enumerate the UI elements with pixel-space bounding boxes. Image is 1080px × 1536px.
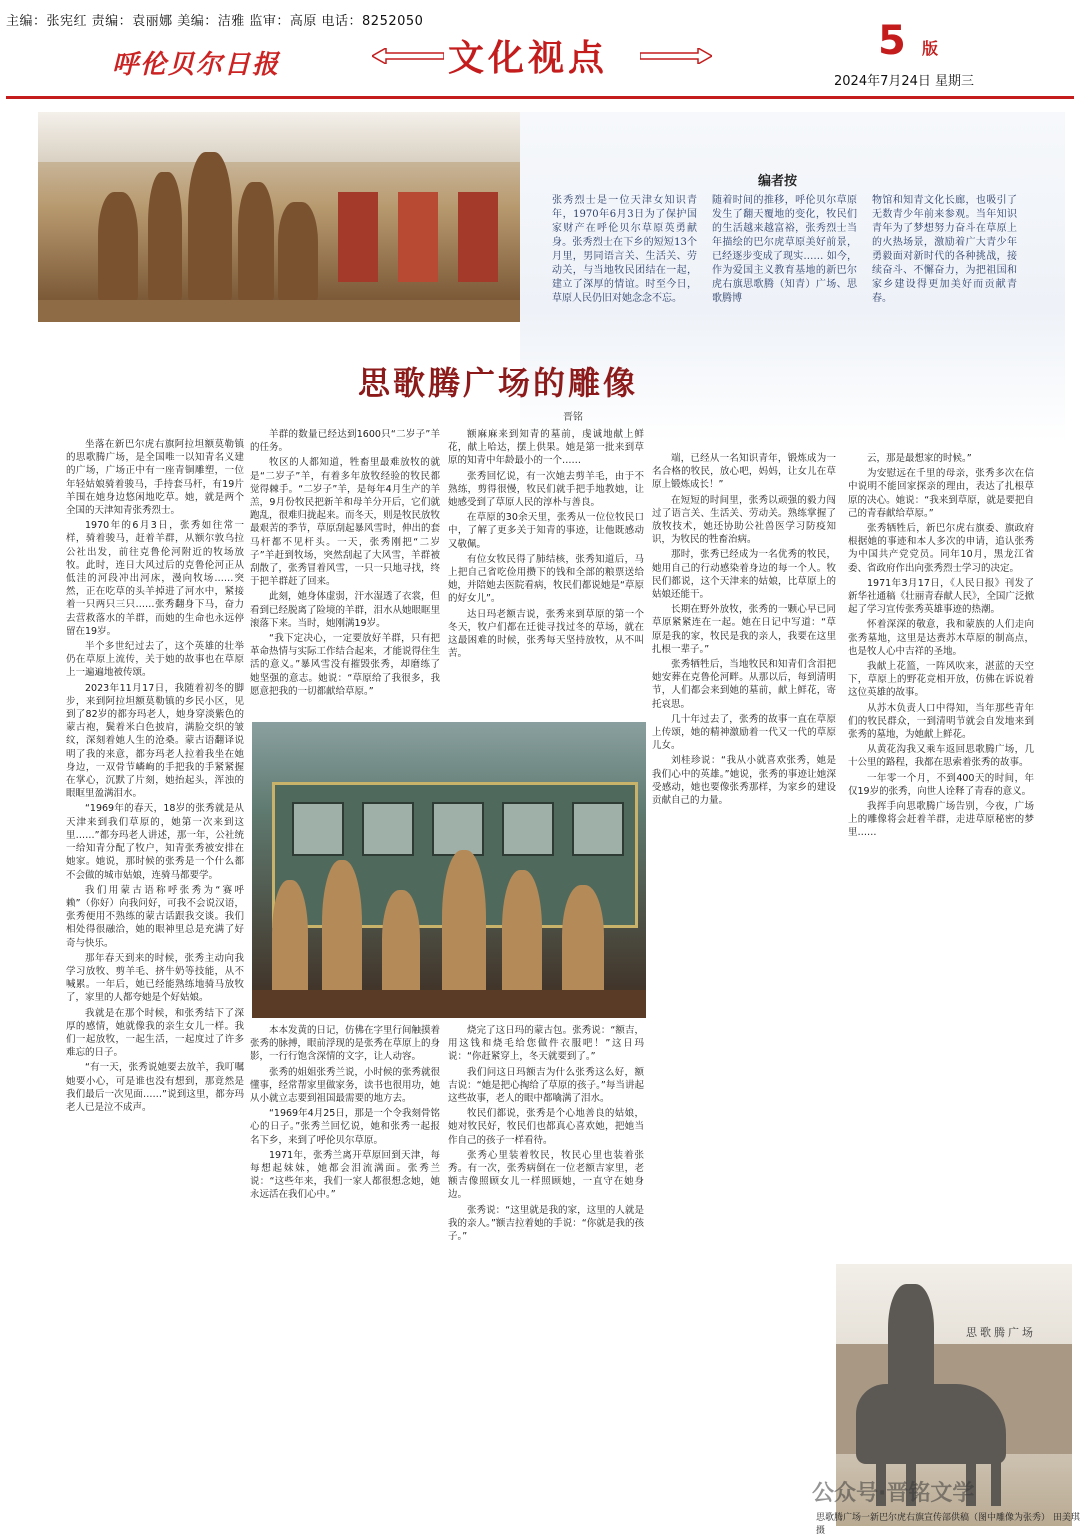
newspaper-logo: 呼伦贝尔日报 [112,50,281,80]
section-title: 文化视点 [448,37,609,79]
article-column-5: 云，那是最想家的时候。” 为安慰远在千里的母亲，张秀多次在信中说明不能回家探亲的理由，表达了扎根草原的决心。她说：“我来到草原，就是要把自己的青春献给草原。” 张秀牺牲后，新巴尔虎右旗委、旗政府根据她的事迹和本人多次的申请，追认张秀为中国共产党党员。同年10月，黑龙江省委、省政府作出向张秀烈士学习的决定。 1971年3月17日，《人民日报》刊发了新华社通稿《壮丽青春献人民》，全国广泛掀起了学习宣传张秀英雄事迹的热潮。 怀着深深的敬意，我和蒙族的人们走向张秀墓地，这里是达赉苏木草原的制高点，也是牧人心中吉祥的圣地。 我献上花篮，一阵风吹来，湛蓝的天空下，草原上的野花竞相开放，仿佛在诉说着这位英雄的故事。 从苏木负责人口中得知，当年那些青年们的牧民群众，一到清明节就会自发地来到张秀的墓地，为她献上鲜花。 从黄花沟我又乘车返回思歌腾广场，几十公里的路程，我都在思索着张秀的故事。 一年零一个月，不到400天的时间，年仅19岁的张秀，向世人诠释了青春的意义。 我挥手向思歌腾广场告别，今夜，广场上的雕像将会赶着羊群，走进草原秘密的梦里…… [848,453,1034,839]
sculpture-photo-train [252,722,646,1018]
sculpture-photo-hall [38,112,520,322]
staff-line: 主编：张宪红 责编：袁丽娜 美编：洁雅 监审：高原 电话：8252050 [6,14,424,29]
article-column-1: 坐落在新巴尔虎右旗阿拉坦额莫勒镇的思歌腾广场，是全国唯一以知青名义建的广场，广场正中有一座青铜雕塑，一位年轻姑娘骑着骏马，手持套马杆，有19片羊围在她身边悠闲地吃草。她，就是两个全国的天津知青张秀烈士。 1970年的6月3日，张秀如往常一样，骑着骏马，赶着羊群，从额尔敦乌拉公社出发，前往克鲁伦河附近的牧场放牧。此时，连日大风过后的克鲁伦河正从低洼的河段冲出河床，漫向牧场……突然，正在吃草的头羊掉进了河水中，紧接着一只两只三只……张秀翻身下马，奋力去营救落水的羊群，而她的生命也永远停留在19岁。 半个多世纪过去了，这个英雄的壮举仍在草原上流传，关于她的故事也在草原上一遍遍地被传颂。 2023年11月17日，我随着初冬的脚步，来到阿拉坦额莫勒镇的乡民小区，见到了82岁的都夯玛老人，她身穿淡紫色的蒙古袍，鬓着米白色披肩，满脸交织的皱纹，深刻着她人生的沧桑。蒙古语翻译说明了我的来意，都夯玛老人拉着我坐在她身边，一双骨节嶙峋的手把我的手紧紧握在掌心，沉默了片刻，她抬起头，浑浊的眼眶里盈满泪水。 “1969年的春天，18岁的张秀就是从天津来到我们草原的，她第一次来到这里……”都夯玛老人讲述，那一年，公社统一给知青分配了牧户，知青张秀被安排在她家。她说，那时候的张秀是一个什么都不会做的城市姑娘，连骑马都要学。 我们用蒙古语称呼张秀为“赛呼赖”（你好）向我问好，可我不会说汉语，张秀便用不熟练的蒙古话跟我交谈。我们相处得很融洽，她的眼神里总是充满了好奇与快乐。 那年春天到来的时候，张秀主动向我学习放牧、剪羊毛、挤牛奶等技能，从不喊累。一年后，她已经能熟练地骑马放牧了，家里的人都夸她是个好姑娘。 我就是在那个时候，和张秀结下了深厚的感情，她就像我的亲生女儿一样。我们一起放牧，一起生活，一起度过了许多难忘的日子。 “有一天，张秀说她要去放羊，我叮嘱她要小心，可是谁也没有想到，那竟然是我们最后一次见面……”说到这里，都夯玛老人已是泣不成声。 [66,439,244,1113]
article-column-2-top: 羊群的数量已经达到1600只“二岁子”羊的任务。 牧区的人都知道，牲畜里最难放牧的就是“二岁子”羊，有着多年放牧经验的牧民都觉得棘手。“二岁子”羊，是每年4月生产的羊羔，9月份牧民把新羊和母羊分开后，它们就跑乱，很难归拢起来。而冬天，则是牧民放牧最艰苦的季节，草原刮起暴风雪时，伸出的套马杆都不见杆头。一天，张秀刚把“二岁子”羊赶到牧场，突然刮起了大风雪，羊群被刮散了，张秀冒着风雪，一只一只地寻找，终于把羊群赶了回来。 此刻，她身体虚弱，汗水湿透了衣裳，但看到已经脱离了险境的羊群，泪水从她眼眶里滚落下来。当时，她刚满19岁。 “我下定决心，一定要放好羊群，只有把革命热情与实际工作结合起来，才能说得住生活的意义。”暴风雪没有摧毁张秀，却磨练了她坚强的意志。她说：“草原给了我很多，我愿意把我的一切都献给草原。” [250,429,440,697]
masthead [0,0,1080,100]
editor-note-col-2: 随着时间的推移，呼伦贝尔草原发生了翻天覆地的变化，牧民们的生活越来越富裕，张秀烈士当年描绘的巴尔虎草原美好前景，已经逐步变成了现实…… 如今，作为爱国主义教育基地的新巴尔虎右旗思歌腾（知青）广场、思歌腾博 [712,195,857,304]
article-column-2-bottom: 本本发黄的日记，仿佛在字里行间触摸着张秀的脉搏，眼前浮现的是张秀在草原上的身影，一行行饱含深情的文字，让人动容。 张秀的姐姐张秀兰说，小时候的张秀就很懂事，经常帮家里做家务，读书也很用功，她从小就立志要到祖国最需要的地方去。 “1969年4月25日，那是一个令我刻骨铭心的日子。”张秀兰回忆说，她和张秀一起报名下乡，来到了呼伦贝尔草原。 1971年，张秀兰离开草原回到天津，每每想起妹妹，她都会泪流满面。张秀兰说：“这些年来，我们一家人都很想念她，她永远活在我们心中。” [250,1025,440,1201]
watermark: 公众号·晋铭文学 [812,1481,975,1506]
article-byline: 晋铭 [563,412,583,423]
article-column-4: 端，已经从一名知识青年，锻炼成为一名合格的牧民，放心吧，妈妈，让女儿在草原上锻炼成长！” 在短短的时间里，张秀以顽强的毅力闯过了语言关、生活关、劳动关。熟练掌握了放牧技术，她还协助公社兽医学习防疫知识，为牧民的牲畜治病。 那时，张秀已经成为一名优秀的牧民，她用自己的行动感染着身边的每一个人。牧民们都说，这个天津来的姑娘，比草原上的姑娘还能干。 长期在野外放牧，张秀的一颗心早已同草原紧紧连在一起。她在日记中写道：“草原是我的家，牧民是我的亲人，我要在这里扎根一辈子。” 张秀牺牲后，当地牧民和知青们含泪把她安葬在克鲁伦河畔。从那以后，每到清明节，人们都会来到她的墓前，献上鲜花，寄托哀思。 几十年过去了，张秀的故事一直在草原上传颂，她的精神激励着一代又一代的草原儿女。 刘桂珍说：“我从小就喜欢张秀，她是我们心中的英雄。”她说，张秀的事迹让她深受感动，她也要像张秀那样，为家乡的建设贡献自己的力量。 [652,453,836,807]
arrow-right-icon [640,48,712,64]
article-headline: 思歌腾广场的雕像 [358,364,639,402]
page-number: 5 [878,18,906,64]
issue-date: 2024年7月24日 星期三 [834,74,975,89]
arrow-left-icon [372,48,444,64]
article-column-3-bottom: 烧完了这日玛的蒙古包。张秀说：“额吉，用这钱和烧毛给您做件衣服吧！”这日玛说：“你赶紧穿上，冬天就要到了。” 我们问这日玛额吉为什么张秀这么好，额吉说：“她是把心掏给了草原的孩子。”每当讲起这些故事，老人的眼中都噙满了泪水。 牧民们都说，张秀是个心地善良的姑娘，她对牧民好，牧民们也都真心喜欢她，把她当作自己的孩子一样看待。 张秀心里装着牧民，牧民心里也装着张秀。有一次，张秀病倒在一位老额吉家里，老额吉像照顾女儿一样照顾她，一直守在她身边。 张秀说：“这里就是我的家，这里的人就是我的亲人。”额吉拉着她的手说：“你就是我的孩子。” [448,1025,644,1243]
editor-note-title: 编者按 [758,174,798,189]
editor-note-col-1: 张秀烈士是一位天津女知识青年，1970年6月3日为了保护国家财产在呼伦贝尔草原英勇献身。张秀烈士在下乡的短短13个月里，男同语言关、生活关、劳动关，与当地牧民团结在一起，建立了深厚的情谊。时至今日，草原人民仍旧对她念念不忘。 [552,195,697,304]
page-suffix: 版 [922,39,939,58]
article-column-3-top: 额麻麻来到知青的墓前，虔诚地献上鲜花，献上哈达，摆上供果。她是第一批来到草原的知青中年龄最小的一个…… 张秀回忆说，有一次她去剪羊毛，由于不熟练，剪得很慢，牧民们就手把手地教她，让她感受到了草原人民的淳朴与善良。 在草原的30余天里，张秀从一位位牧民口中，了解了更多关于知青的事迹，让他既感动又敬佩。 有位女牧民得了肺结核，张秀知道后，马上把自己省吃俭用攒下的钱和全部的粮票送给她，并陪她去医院看病，牧民们都说她是“草原的好女儿”。 达日玛老额吉说，张秀来到草原的第一个冬天，牧户们都在迁徙寻找过冬的草场，就在这最困难的时候，张秀每天坚持放牧，从不叫苦。 [448,429,644,660]
masthead-divider [6,96,1074,99]
photo-caption: 思歌腾广场一新巴尔虎右旗宣传部供稿（图中雕像为张秀） 田美琪 摄 [816,1513,1080,1536]
editor-note-col-3: 物馆和知青文化长廊，也吸引了无数青少年前来参观。当年知识青年为了梦想努力奋斗在草原上的火热场景，激励着广大青少年勇毅面对新时代的各种挑战，接续奋斗、不懈奋力，为把祖国和家乡建设得更加美好而贡献青春。 [872,195,1017,304]
square-sign: 思歌腾广场 [966,1326,1036,1339]
